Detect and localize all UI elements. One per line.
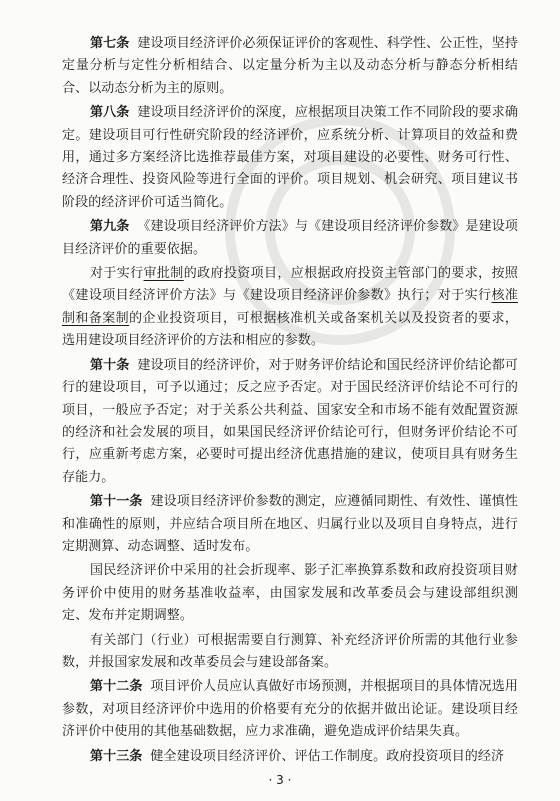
article-number: 第八条 xyxy=(90,105,130,121)
paragraph-text: 项目评价人员应认真做好市场预测，并根据项目的具体情况选用参数，对项目经济评价中选用的价格要有充分的依据并做出论证。建设项目经济评价中使用的其他基础数据，应力求准确，避免造成评价结果失真。 xyxy=(62,679,518,740)
document-body xyxy=(62,33,518,770)
article-paragraph xyxy=(62,216,518,261)
paragraph-text: 《建设项目经济评价方法》与《建设项目经济评价参数》是建设项目经济评价的重要依据。 xyxy=(62,219,518,257)
paragraph-text: 建设项目经济评价的深度，应根据项目决策工作不同阶段的要求确定。建设项目可行性研究阶段的经济评价，应系统分析、计算项目的效益和费用，通过多方案经济比选推荐最佳方案，对项目建设的必要性、财务可行性、经济合理性、投资风险等进行全面的评价。项目规划、机会研究、项目建议书阶段的经济评价可适当简化。 xyxy=(62,105,518,210)
paragraph-text: 有关部门（行业）可根据需要自行测算、补充经济评价所需的其他行业参数，并报国家发展和改革委员会与建设部备案。 xyxy=(62,632,518,670)
paragraph-text: 建设项目的经济评价，对于财务评价结论和国民经济评价结论都可行的建设项目，可予以通过；反之应予否定。对于国民经济评价结论不可行的项目，一般应予否定；对于关系公共利益、国家安全和市场不能有效配置资源的经济和社会发展的项目，如果国民经济评价结论可行，但财务评价结论不可行，应重新考虑方案，必要时可提出经济优惠措施的建议，使项目具有财务生存能力。 xyxy=(62,357,518,485)
article-number: 第十一条 xyxy=(90,494,143,510)
paragraph-text: 建设项目经济评价参数的测定，应遵循同期性、有效性、谨慎性和准确性的原则，并应结合项目所在地区、归属行业以及项目自身特点，进行定期测算、动态调整、适时发布。 xyxy=(62,494,518,554)
paragraph-text: 健全建设项目经济评价、评估工作制度。政府投资项目的经济 xyxy=(150,748,505,764)
article-number: 第七条 xyxy=(90,36,130,51)
paragraph-text: 的政府投资项目，应根据政府投资主管部门的要求，按照《建设项目经济评价方法》与《建设项目经济评价参数》执行；对于实行 xyxy=(62,266,518,304)
paragraph-text: 的企业投资项目，可根据核准机关或备案机关以及投资者的要求，选用建设项目经济评价的方法和相应的参数。 xyxy=(62,310,518,349)
underlined-text: 审批制 xyxy=(143,266,184,282)
paragraph-text: 国民经济评价中采用的社会折现率、影子汇率换算系数和政府投资项目财务评价中使用的财务基准收益率，由国家发展和改革委员会与建设部组织测定、发布并定期调整。 xyxy=(62,563,518,624)
paragraph xyxy=(62,263,518,353)
article-number: 第十三条 xyxy=(90,748,143,764)
article-paragraph xyxy=(62,355,518,489)
article-paragraph xyxy=(62,102,518,214)
article-paragraph xyxy=(62,491,518,558)
paragraph-text: 建设项目经济评价必须保证评价的客观性、科学性、公正性，坚持定量分析与定性分析相结合、以定量分析为主以及动态分析与静态分析相结合、以动态分析为主的原则。 xyxy=(62,36,518,96)
paragraph-text: 对于实行 xyxy=(90,266,144,282)
article-number: 第九条 xyxy=(90,219,130,235)
article-paragraph xyxy=(62,746,518,768)
article-number: 第十条 xyxy=(90,357,130,373)
paragraph xyxy=(62,630,518,675)
article-number: 第十二条 xyxy=(90,679,143,695)
paragraph xyxy=(62,560,518,627)
underlined-text: 核准制和备案制 xyxy=(62,288,519,326)
page-number: · 3 · xyxy=(268,773,292,787)
article-paragraph xyxy=(62,33,518,100)
article-paragraph xyxy=(62,676,518,743)
